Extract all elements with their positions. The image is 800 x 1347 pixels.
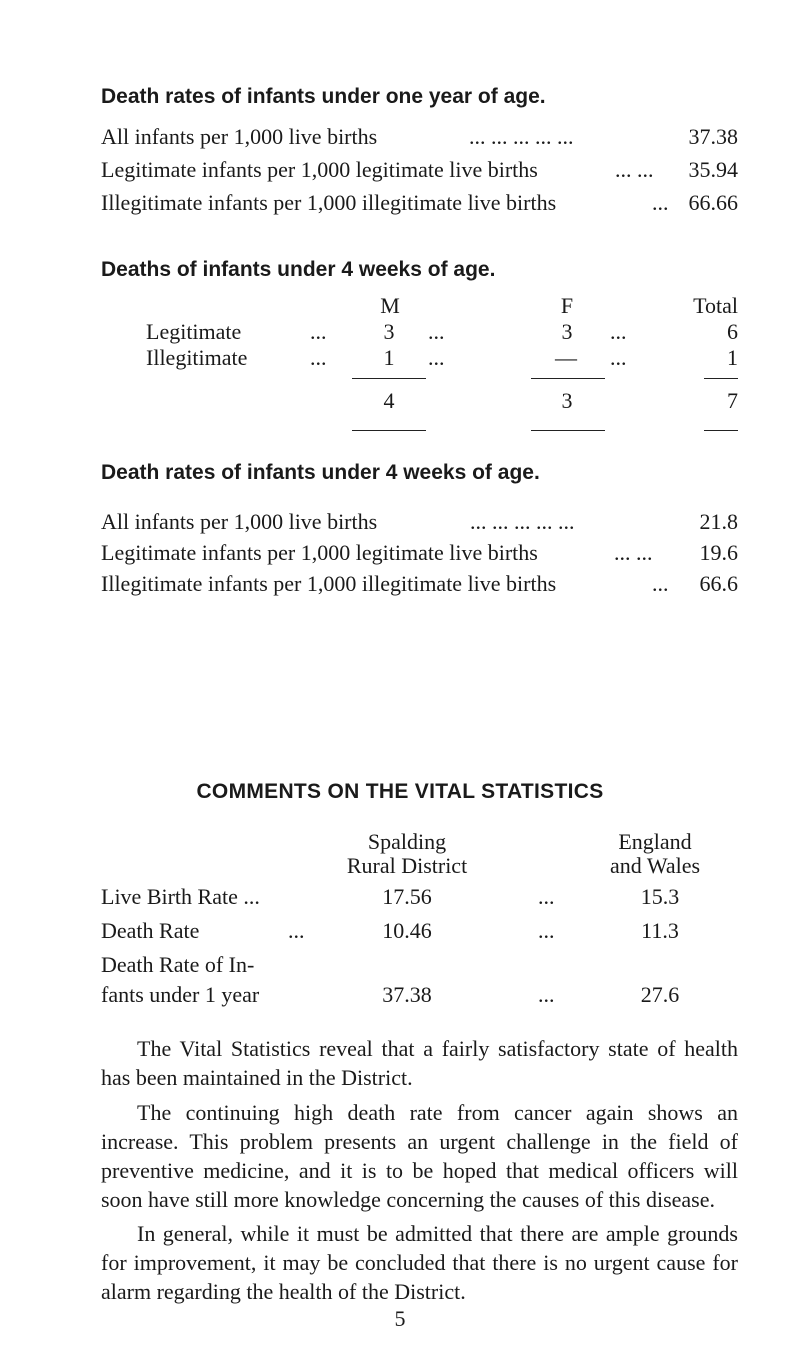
s2-row2-f: — [555, 345, 577, 370]
comments-col2-line2: and Wales [609, 853, 701, 878]
s2-total-total: 7 [727, 388, 738, 413]
comments-row2-lead1: ... [288, 918, 305, 943]
section2-title: Deaths of infants under 4 weeks of age. [101, 258, 496, 281]
s1-row2-value: 35.94 [688, 157, 738, 182]
s2-rule-bottom-f [531, 430, 605, 431]
comments-paragraph-3: In general, while it must be admitted that there are ample grounds for improvement, it may be concluded that there is no urgent cause for alarm regarding the health of the District. [101, 1221, 738, 1304]
comments-row3-label-line2: fants under 1 year [101, 982, 260, 1007]
s2-row1-label: Legitimate [146, 319, 242, 344]
comments-row1-spalding: 17.56 [382, 884, 432, 909]
s3-row2-value: 19.6 [699, 540, 738, 565]
s3-row2-label: Legitimate infants per 1,000 legitimate live births [101, 540, 538, 565]
s2-header-f: F [560, 293, 574, 318]
comments-row1-label: Live Birth Rate ... [101, 884, 260, 909]
s1-row1-label: All infants per 1,000 live births [101, 124, 378, 149]
s1-row1-leader: ... ... ... ... ... [469, 124, 574, 149]
page-number: 5 [394, 1306, 406, 1331]
section1-title: Death rates of infants under one year of age. [101, 85, 546, 108]
s1-row1-value: 37.38 [688, 124, 738, 149]
s2-row2-total: 1 [727, 345, 738, 370]
s2-rule-top-total [704, 378, 738, 379]
comments-row1-leader: ... [538, 884, 555, 909]
section3-title: Death rates of infants under 4 weeks of age. [101, 461, 540, 484]
s3-row3-value: 66.6 [699, 571, 738, 596]
comments-row3-leader: ... [538, 982, 555, 1007]
s2-row2-label: Illegitimate [146, 345, 248, 370]
s3-row1-label: All infants per 1,000 live births [101, 509, 378, 534]
comments-col1-line2: Rural District [346, 853, 468, 878]
s3-row3-label: Illegitimate infants per 1,000 illegitimate live births [101, 571, 557, 596]
s2-row1-m: 3 [383, 319, 395, 344]
s2-row2-leader2: ... [428, 345, 445, 370]
comments-row2-england: 11.3 [641, 918, 679, 943]
s2-row1-leader2: ... [428, 319, 445, 344]
s2-total-f: 3 [561, 388, 573, 413]
comments-row2-label: Death Rate [101, 918, 200, 943]
s3-row2-leader: ... ... [614, 540, 653, 565]
s3-row1-leader: ... ... ... ... ... [470, 509, 575, 534]
comments-col1-line1: Spalding [367, 829, 447, 854]
comments-col2-line1: England [618, 829, 692, 854]
s2-row1-leader3: ... [610, 319, 627, 344]
s2-rule-bottom-m [352, 430, 426, 431]
s1-row3-leader: ... [652, 190, 669, 215]
s3-row1-value: 21.8 [699, 509, 738, 534]
s2-row2-m: 1 [383, 345, 395, 370]
comments-row3-spalding: 37.38 [382, 982, 432, 1007]
s2-row1-f: 3 [561, 319, 573, 344]
comments-row3-label-line1: Death Rate of In- [101, 952, 255, 977]
s2-total-m: 4 [383, 388, 395, 413]
s2-rule-top-f [531, 378, 605, 379]
comments-row2-leader: ... [538, 918, 555, 943]
comments-row1-england: 15.3 [640, 884, 680, 909]
s1-row3-value: 66.66 [688, 190, 738, 215]
s1-row2-leader: ... ... [615, 157, 654, 182]
s2-row1-total: 6 [727, 319, 738, 344]
s1-row2-label: Legitimate infants per 1,000 legitimate live births [101, 157, 538, 182]
comments-title: COMMENTS ON THE VITAL STATISTICS [196, 780, 604, 803]
comments-paragraph-2: The continuing high death rate from cancer again shows an increase. This problem presents an urgent challenge in the field of preventive medicine, and it is to be hoped that medical officers will soon have still more knowledge concerning the causes of this disease. [101, 1100, 738, 1212]
s1-row3-label: Illegitimate infants per 1,000 illegitimate live births [101, 190, 557, 215]
s2-rule-top-m [352, 378, 426, 379]
comments-row2-spalding: 10.46 [382, 918, 432, 943]
s3-row3-leader: ... [652, 571, 669, 596]
s2-rule-bottom-total [704, 430, 738, 431]
s2-header-total: Total [693, 293, 738, 318]
comments-paragraph-1: The Vital Statistics reveal that a fairly satisfactory state of health has been maintained in the District. [101, 1036, 738, 1090]
s2-row1-leader1: ... [310, 319, 327, 344]
s2-row2-leader1: ... [310, 345, 327, 370]
s2-row2-leader3: ... [610, 345, 627, 370]
s2-header-m: M [380, 293, 400, 318]
comments-row3-england: 27.6 [640, 982, 680, 1007]
